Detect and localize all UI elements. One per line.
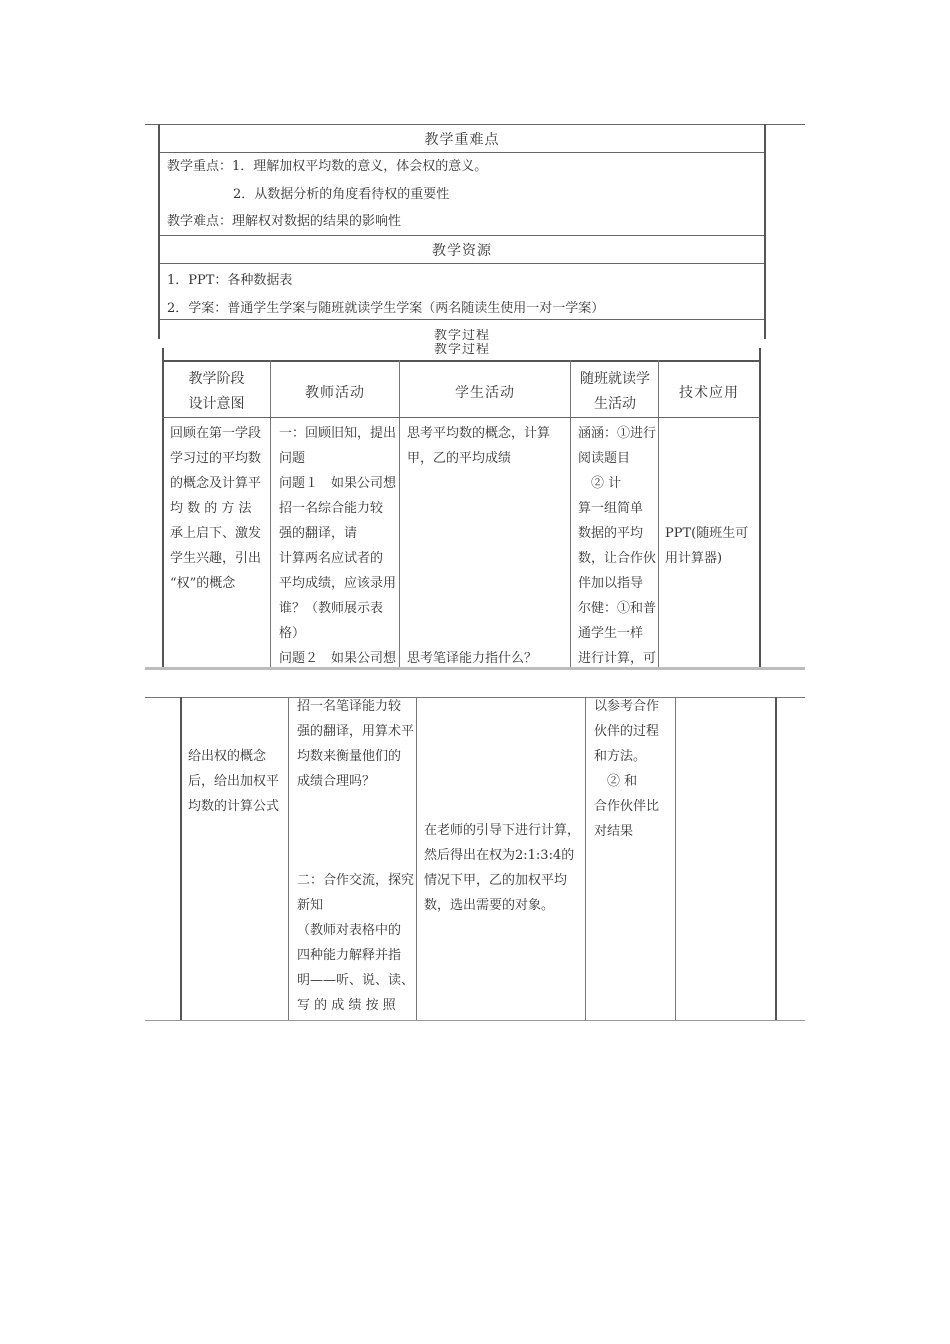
teacher-line: 格） — [279, 626, 306, 641]
table2-border-left — [180, 697, 182, 1020]
teacher-line: 二：合作交流，探究 — [297, 873, 415, 888]
teacher-line: 写 的 成 绩 按 照 — [297, 998, 396, 1013]
special-cell — [578, 421, 656, 671]
page2-top-rule — [145, 697, 805, 698]
stage-cell — [170, 421, 266, 596]
teacher-line: 均数来衡量他们的 — [297, 749, 402, 764]
teacher-line: （教师对表格中的 — [297, 923, 402, 938]
header-student: 学生活动 — [455, 385, 515, 401]
section-title-process: 教学过程 — [433, 329, 490, 341]
col-divider — [416, 697, 417, 1020]
tech-line: PPT(随班生可 — [665, 526, 749, 541]
stage-cell — [188, 744, 284, 819]
teacher-line: 问题２ 如果公司想 — [279, 651, 397, 666]
table2-border-right — [775, 697, 777, 1020]
divider — [160, 263, 764, 264]
teacher-line: 强的翻译，用算术平 — [297, 724, 415, 739]
teacher-line: 明——听、说、读、 — [297, 973, 415, 988]
key-point-line: 2．从数据分析的角度看待权的重要性 — [233, 187, 450, 202]
teacher-line: 问题 — [279, 451, 306, 466]
special-line: 数据的平均 — [578, 526, 644, 541]
special-line: ② 计 — [578, 476, 622, 491]
section-title-process-duplicate: 教学过程 — [433, 343, 490, 355]
col-divider — [585, 697, 586, 1020]
tech-cell — [665, 521, 757, 571]
special-line: 合作伙伴比 — [594, 799, 660, 814]
student-line: 情况下甲，乙的加权平均 — [424, 873, 568, 888]
special-line: 算一组简单 — [578, 501, 644, 516]
col-divider — [270, 360, 271, 667]
special-line: 通学生一样 — [578, 626, 644, 641]
table-top-border — [162, 360, 761, 362]
teacher-line: 平均成绩，应该录用 — [279, 576, 397, 591]
divider — [160, 319, 764, 320]
special-line: 涵涵：①进行 — [578, 426, 657, 441]
tech-line: 用计算器) — [665, 551, 723, 566]
difficulty-line: 教学难点：理解权对数据的结果的影响性 — [167, 214, 402, 229]
student-line: 在老师的引导下进行计算， — [424, 823, 581, 838]
teacher-line: 新知 — [297, 898, 324, 913]
frame-left-border — [158, 124, 160, 339]
teacher-line: 成绩合理吗？ — [297, 774, 376, 789]
col-divider — [288, 697, 289, 1020]
teacher-line: 谁？（教师展示表 — [279, 601, 384, 616]
frame-right-border — [764, 124, 766, 339]
teacher-line: 四种能力解释并指 — [297, 948, 402, 963]
stage-line: 学生兴趣，引出 — [170, 551, 262, 566]
teacher-cell — [297, 868, 415, 1018]
stage-line: 的概念及计算平 — [170, 476, 262, 491]
header-teacher: 教师活动 — [305, 385, 365, 401]
special-line: 伴加以指导 — [578, 576, 644, 591]
teacher-line: 问题１ 如果公司想 — [279, 476, 397, 491]
student-line: 思考笔译能力指什么？ — [407, 651, 538, 666]
teacher-line: 计算两名应试者的 — [279, 551, 384, 566]
divider — [160, 235, 764, 236]
col-divider — [399, 360, 400, 667]
table-border-right — [759, 348, 761, 668]
header-row-divider — [162, 417, 761, 418]
teacher-line: 招一名笔译能力较 — [297, 699, 402, 714]
header-stage-line: 设计意图 — [188, 396, 245, 412]
teacher-line: 强的翻译，请 — [279, 526, 358, 541]
stage-line: “权”的概念 — [170, 576, 236, 591]
teacher-line: 招一名综合能力较 — [279, 501, 384, 516]
special-line: 对结果 — [594, 824, 634, 839]
stage-line: 承上启下、激发 — [170, 526, 262, 541]
header-stage-line: 教学阶段 — [188, 371, 245, 387]
special-line: 尔健：①和普 — [578, 601, 657, 616]
special-line: 数，让合作伙 — [578, 551, 657, 566]
special-line: 和方法。 — [594, 749, 647, 764]
special-line: 阅读题目 — [578, 451, 631, 466]
page2-bottom-rule — [145, 1020, 805, 1021]
student-line: 思考平均数的概念，计算 — [407, 426, 551, 441]
header-special — [571, 366, 659, 416]
student-cell — [407, 421, 567, 471]
special-cell — [594, 694, 672, 844]
teacher-cell — [279, 421, 397, 671]
resource-line: 1．PPT：各种数据表 — [167, 273, 293, 288]
col-divider — [675, 697, 676, 1020]
student-cell — [424, 818, 582, 918]
section-title-resources: 教学资源 — [432, 243, 492, 259]
stage-line: 回顾在第一学段 — [170, 426, 262, 441]
key-point-line: 教学重点：1．理解加权平均数的意义，体会权的意义。 — [167, 159, 488, 174]
student-line: 然后得出在权为2:1:3:4的 — [424, 848, 575, 863]
section-title-key-points: 教学重难点 — [424, 132, 500, 148]
header-tech: 技术应用 — [679, 385, 739, 401]
stage-line: 后，给出加权平 — [188, 774, 280, 789]
special-line: 伙伴的过程 — [594, 724, 660, 739]
special-line: 进行计算，可 — [578, 651, 657, 666]
divider — [160, 152, 764, 153]
stage-line: 均 数 的 方 法 — [170, 501, 252, 516]
student-line: 甲，乙的平均成绩 — [407, 451, 512, 466]
resource-line: 2．学案：普通学生学案与随班就读学生学案（两名随读生使用一对一学案） — [167, 301, 605, 316]
stage-line: 给出权的概念 — [188, 749, 267, 764]
teacher-cell — [297, 694, 415, 794]
header-special-line: 随班就读学 — [580, 371, 650, 387]
special-line: 以参考合作 — [594, 699, 660, 714]
stage-line: 均数的计算公式 — [188, 799, 280, 814]
stage-line: 学习过的平均数 — [170, 451, 262, 466]
header-stage — [163, 366, 270, 416]
special-line: ② 和 — [594, 774, 638, 789]
student-line: 数，选出需要的对象。 — [424, 898, 555, 913]
header-special-line: 生活动 — [594, 396, 636, 412]
teacher-line: 一：回顾旧知，提出 — [279, 426, 397, 441]
top-rule — [145, 124, 805, 125]
